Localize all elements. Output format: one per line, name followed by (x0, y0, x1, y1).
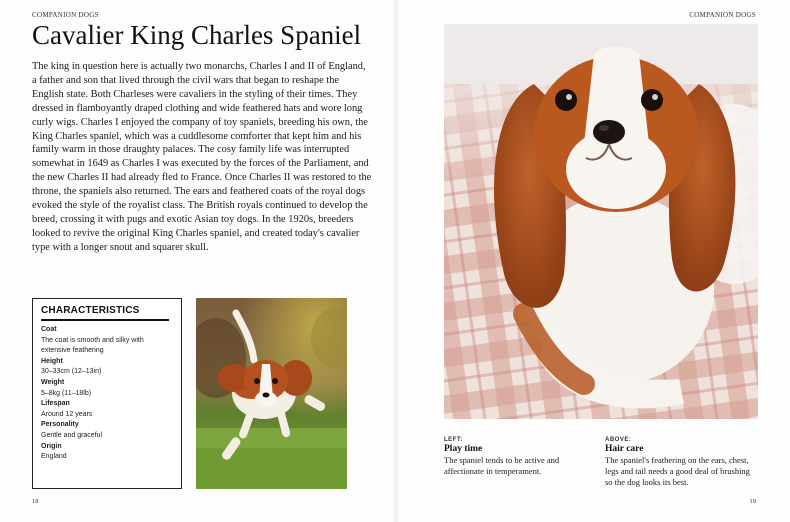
caption-kicker: ABOVE: (605, 437, 632, 443)
characteristic-label: Weight (41, 378, 65, 386)
characteristics-heading: CHARACTERISTICS (41, 305, 169, 321)
spaniel-portrait-photo (444, 24, 758, 419)
caption-title: Hair care (605, 444, 644, 454)
characteristic-origin (41, 442, 173, 463)
characteristic-value: Gentle and graceful (41, 431, 103, 439)
characteristic-height (41, 357, 173, 378)
running-head-left: COMPANION DOGS (32, 11, 99, 19)
characteristic-value: The coat is smooth and silky with extensive feathering (41, 336, 144, 355)
page-title: Cavalier King Charles Spaniel (32, 20, 362, 50)
characteristic-label: Personality (41, 421, 79, 429)
characteristic-coat (41, 325, 173, 357)
running-puppy-photo (196, 298, 347, 489)
caption-kicker: LEFT: (444, 437, 463, 443)
article-body: The king in question here is actually two monarchs, Charles I and II of England, a father and son that lived through the civil wars that began to reshape the English state. Both Charleses were cavaliers in the styling of their times. They dressed in flamboyantly draped clothing and wide feathered hats and wore long curly wigs. Charles I enjoyed the company of toy spaniels, breeding his own, the King Charles spaniel, which was a cuddlesome comforter that kept him and his family warm in those draughty palaces. The cosy family life was interrupted somewhat in 1649 as Charles I was executed by the forces of the Parliament, and the new Charles II had already fled to France. Once Charles II was restored to the throne, the spaniels also returned. The ears and feathered coats of the royal dogs evoked the style of the royalist class. The British royals continued to develop the breed, crossing it with pugs and exotic Asian toy dogs. In the 1920s, breeders looked to revive the original King Charles spaniel, and created today's cavalier type with a longer snout and squarer skull. (32, 61, 372, 253)
caption-title: Play time (444, 444, 483, 454)
caption-text: The spaniel tends to be active and affectionate in temperament. (444, 455, 560, 476)
characteristic-value: England (41, 453, 67, 461)
characteristic-label: Coat (41, 326, 57, 333)
caption-hair-care (605, 437, 755, 488)
characteristic-personality (41, 420, 173, 441)
characteristic-weight (41, 378, 173, 399)
characteristic-value: 30–33cm (12–13in) (41, 368, 102, 376)
characteristic-value: 5–8kg (11–18lb) (41, 389, 92, 397)
caption-play-time (444, 437, 594, 477)
characteristic-value: Around 12 years (41, 410, 93, 418)
book-gutter (393, 0, 399, 522)
characteristic-label: Height (41, 357, 63, 365)
page-number-left: 18 (32, 498, 39, 505)
running-head-right: COMPANION DOGS (689, 11, 756, 19)
characteristic-label: Origin (41, 442, 62, 450)
characteristic-lifespan (41, 399, 173, 420)
page-number-right: 19 (749, 498, 756, 505)
characteristics-box (32, 298, 182, 489)
characteristic-label: Lifespan (41, 400, 70, 408)
caption-text: The spaniel's feathering on the ears, chest, legs and tail needs a good deal of brushing so the dog looks its best. (605, 455, 750, 487)
